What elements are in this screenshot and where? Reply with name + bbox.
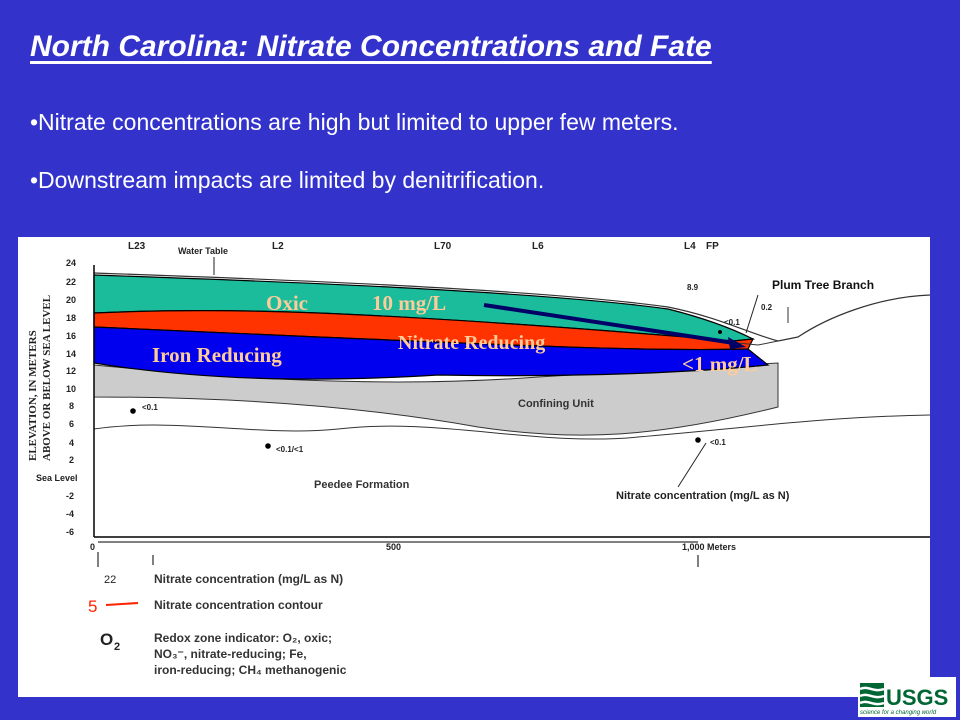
legend-contour-sample: 5 [88, 597, 98, 616]
x-tick: 1,000 Meters [682, 542, 737, 552]
y-tick: 4 [69, 438, 75, 448]
water-table-label: Water Table [178, 246, 229, 256]
well-label: FP [706, 241, 719, 252]
y-tick: 16 [66, 331, 77, 341]
y-tick: 12 [66, 366, 77, 376]
y-tick: 10 [66, 384, 77, 394]
cross-section-figure [18, 237, 930, 697]
y-tick: 6 [69, 419, 75, 429]
oxic-label: Oxic [266, 291, 308, 315]
y-tick: -4 [66, 509, 75, 519]
legend-contour-line [106, 603, 138, 605]
low-value-label: <1 mg/L [682, 352, 758, 376]
point-value: <0.1 [724, 318, 740, 327]
well-label: L4 [684, 241, 696, 252]
confining-unit-label: Confining Unit [518, 398, 594, 410]
usgs-logo [858, 677, 956, 717]
y-tick: 18 [66, 313, 77, 323]
iron-reducing-label: Iron Reducing [152, 343, 282, 367]
legend-sample-label: Nitrate concentration (mg/L as N) [154, 572, 344, 586]
y-axis-label-line1: ELEVATION, IN METERS [27, 330, 39, 461]
point-value: <0.1 [142, 403, 158, 412]
legend-redox-line3: iron-reducing; CH₄ methanogenic [154, 663, 347, 677]
y-tick: -2 [66, 491, 75, 501]
nitrate-reducing-label: Nitrate Reducing [398, 332, 546, 354]
y-tick: 2 [69, 455, 75, 465]
oxic-value-label: 10 mg/L [372, 291, 447, 315]
x-tick: 0 [90, 542, 96, 552]
slide-title: North Carolina: Nitrate Concentrations and Fate [30, 30, 712, 63]
y-tick: 8 [69, 401, 75, 411]
well-label: L2 [272, 241, 284, 252]
legend-contour-label: Nitrate concentration contour [154, 598, 323, 612]
callout-label: Nitrate concentration (mg/L as N) [616, 490, 790, 502]
legend-redox-symbol-sub: 2 [114, 641, 121, 653]
y-tick: -6 [66, 527, 75, 537]
legend-redox-symbol: O [100, 630, 114, 649]
y-tick: 24 [66, 258, 77, 268]
legend [88, 572, 347, 677]
legend-redox-line1: Redox zone indicator: O₂, oxic; [154, 631, 333, 645]
usgs-tagline: science for a changing world [860, 710, 937, 716]
usgs-logo-text: USGS [886, 685, 949, 710]
y-tick: 20 [66, 295, 77, 305]
point-value: 8.9 [687, 283, 699, 292]
legend-sample-value: 22 [104, 574, 117, 586]
y-axis-label-line2: ABOVE OR BELOW SEA LEVEL [41, 294, 53, 461]
y-tick: 14 [66, 349, 77, 359]
bullet-1: •Nitrate concentrations are high but limited to upper few meters. [30, 109, 679, 135]
legend-redox-line2: NO₃⁻, nitrate-reducing; Fe, [154, 647, 307, 661]
point-value: <0.1 [710, 438, 726, 447]
well-label: L23 [128, 241, 146, 252]
x-tick: 500 [386, 542, 402, 552]
well-label: L6 [532, 241, 544, 252]
well-label: L70 [434, 241, 452, 252]
y-tick-sea-level: Sea Level [36, 473, 78, 483]
bullet-2: •Downstream impacts are limited by denitrification. [30, 167, 545, 193]
point-value: 0.2 [761, 303, 773, 312]
usgs-wave-icon [860, 683, 884, 707]
peedee-formation-label: Peedee Formation [314, 479, 410, 491]
point-value: <0.1/<1 [276, 445, 304, 454]
y-tick: 22 [66, 277, 77, 287]
stream-label: Plum Tree Branch [772, 278, 875, 292]
